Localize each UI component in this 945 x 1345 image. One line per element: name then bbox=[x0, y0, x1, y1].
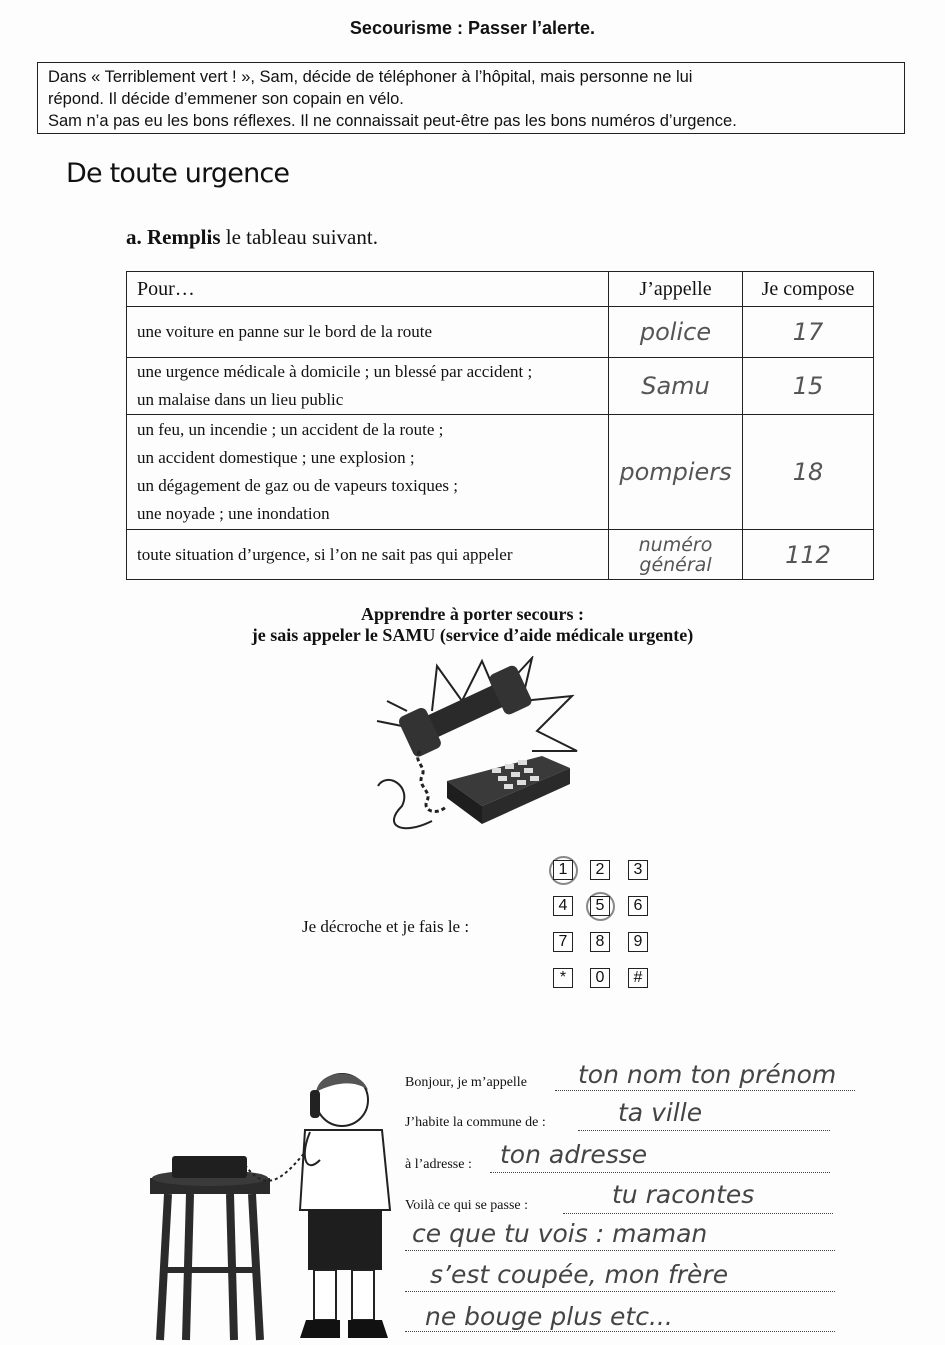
call-line: numéro bbox=[638, 533, 713, 556]
name-label: Bonjour, je m’appelle bbox=[405, 1075, 527, 1090]
town-label: J’habite la commune de : bbox=[405, 1115, 546, 1130]
boy-on-phone-illustration bbox=[120, 1060, 400, 1342]
intro-line: Dans « Terriblement vert ! », Sam, décide de téléphoner à l’hôpital, mais personne ne lui bbox=[48, 68, 693, 86]
address-answer: ton adresse bbox=[500, 1140, 648, 1169]
address-line bbox=[490, 1172, 830, 1173]
instruction-rest: le tableau suivant. bbox=[220, 225, 378, 249]
situation-cell bbox=[127, 530, 609, 580]
situation-line: une noyade ; une inondation bbox=[137, 504, 330, 523]
key-4: 4 bbox=[553, 896, 573, 916]
table-row bbox=[127, 307, 874, 358]
call-line: général bbox=[639, 553, 712, 576]
number-cell: 112 bbox=[743, 530, 874, 580]
situation-cell bbox=[127, 358, 609, 415]
section-title: De toute urgence bbox=[66, 158, 290, 189]
key-3: 3 bbox=[628, 860, 648, 880]
emergency-table bbox=[126, 271, 874, 580]
intro-box bbox=[37, 62, 905, 134]
situation-cell bbox=[127, 307, 609, 358]
page-header-title: Secourisme : Passer l’alerte. bbox=[349, 18, 596, 38]
situation-line: un feu, un incendie ; un accident de la route ; bbox=[137, 420, 444, 439]
instruction-prefix: a. Remplis bbox=[126, 225, 221, 249]
key-7: 7 bbox=[553, 932, 573, 952]
situation-line bbox=[405, 1250, 835, 1251]
key-8: 8 bbox=[590, 932, 610, 952]
intro-line: Sam n’a pas eu les bons réflexes. Il ne connaissait peut-être pas les bons numéros d’urgence. bbox=[48, 112, 737, 130]
key-6: 6 bbox=[628, 896, 648, 916]
name-line bbox=[555, 1090, 855, 1091]
town-answer: ta ville bbox=[618, 1098, 703, 1127]
intro-line: répond. Il décide d’emmener son copain en vélo. bbox=[48, 90, 404, 108]
situation-line: une voiture en panne sur le bord de la route bbox=[137, 322, 433, 341]
number-cell: 15 bbox=[743, 358, 874, 415]
table-header: Pour… bbox=[127, 272, 609, 307]
situation-line bbox=[405, 1331, 835, 1332]
situation-answer: ne bouge plus etc... bbox=[425, 1302, 673, 1331]
situation-answer: tu racontes bbox=[612, 1180, 755, 1209]
situation-cell bbox=[127, 415, 609, 530]
dial-instruction: Je décroche et je fais le : bbox=[302, 917, 470, 936]
situation-label: Voilà ce qui se passe : bbox=[405, 1198, 528, 1213]
table-row bbox=[127, 358, 874, 415]
instruction bbox=[126, 225, 378, 250]
ringing-phone-illustration bbox=[372, 656, 580, 832]
table-header-row bbox=[127, 272, 874, 307]
call-cell bbox=[609, 530, 743, 580]
key-1: 1 bbox=[553, 860, 573, 880]
situation-line: toute situation d’urgence, si l’on ne sait pas qui appeler bbox=[137, 544, 513, 564]
situation-line: un malaise dans un lieu public bbox=[137, 390, 344, 409]
call-cell: Samu bbox=[609, 358, 743, 415]
situation-line bbox=[563, 1213, 833, 1214]
situation-line: une urgence médicale à domicile ; un blessé par accident ; bbox=[137, 362, 533, 381]
call-cell: pompiers bbox=[609, 415, 743, 530]
keypad bbox=[553, 860, 663, 995]
key-0: 0 bbox=[590, 968, 610, 988]
situation-line: un accident domestique ; une explosion ; bbox=[137, 448, 415, 467]
key-5: 5 bbox=[590, 896, 610, 916]
town-line bbox=[578, 1130, 830, 1131]
number-cell: 18 bbox=[743, 415, 874, 530]
key-star: * bbox=[553, 968, 573, 988]
table-row bbox=[127, 415, 874, 530]
situation-answer: s’est coupée, mon frère bbox=[430, 1260, 729, 1289]
key-hash: # bbox=[628, 968, 648, 988]
call-cell: police bbox=[609, 307, 743, 358]
learn-line-1: Apprendre à porter secours : bbox=[361, 604, 584, 624]
key-9: 9 bbox=[628, 932, 648, 952]
handset bbox=[397, 664, 533, 759]
number-cell: 17 bbox=[743, 307, 874, 358]
key-2: 2 bbox=[590, 860, 610, 880]
table-header: J’appelle bbox=[609, 272, 743, 307]
situation-line bbox=[405, 1291, 835, 1292]
name-answer: ton nom ton prénom bbox=[578, 1060, 837, 1089]
situation-line: un dégagement de gaz ou de vapeurs toxiques ; bbox=[137, 476, 459, 495]
table-row bbox=[127, 530, 874, 580]
learn-line-2: je sais appeler le SAMU (service d’aide médicale urgente) bbox=[251, 625, 694, 645]
table-header: Je compose bbox=[743, 272, 874, 307]
address-label: à l’adresse : bbox=[405, 1157, 472, 1172]
situation-answer: ce que tu vois : maman bbox=[412, 1219, 708, 1248]
